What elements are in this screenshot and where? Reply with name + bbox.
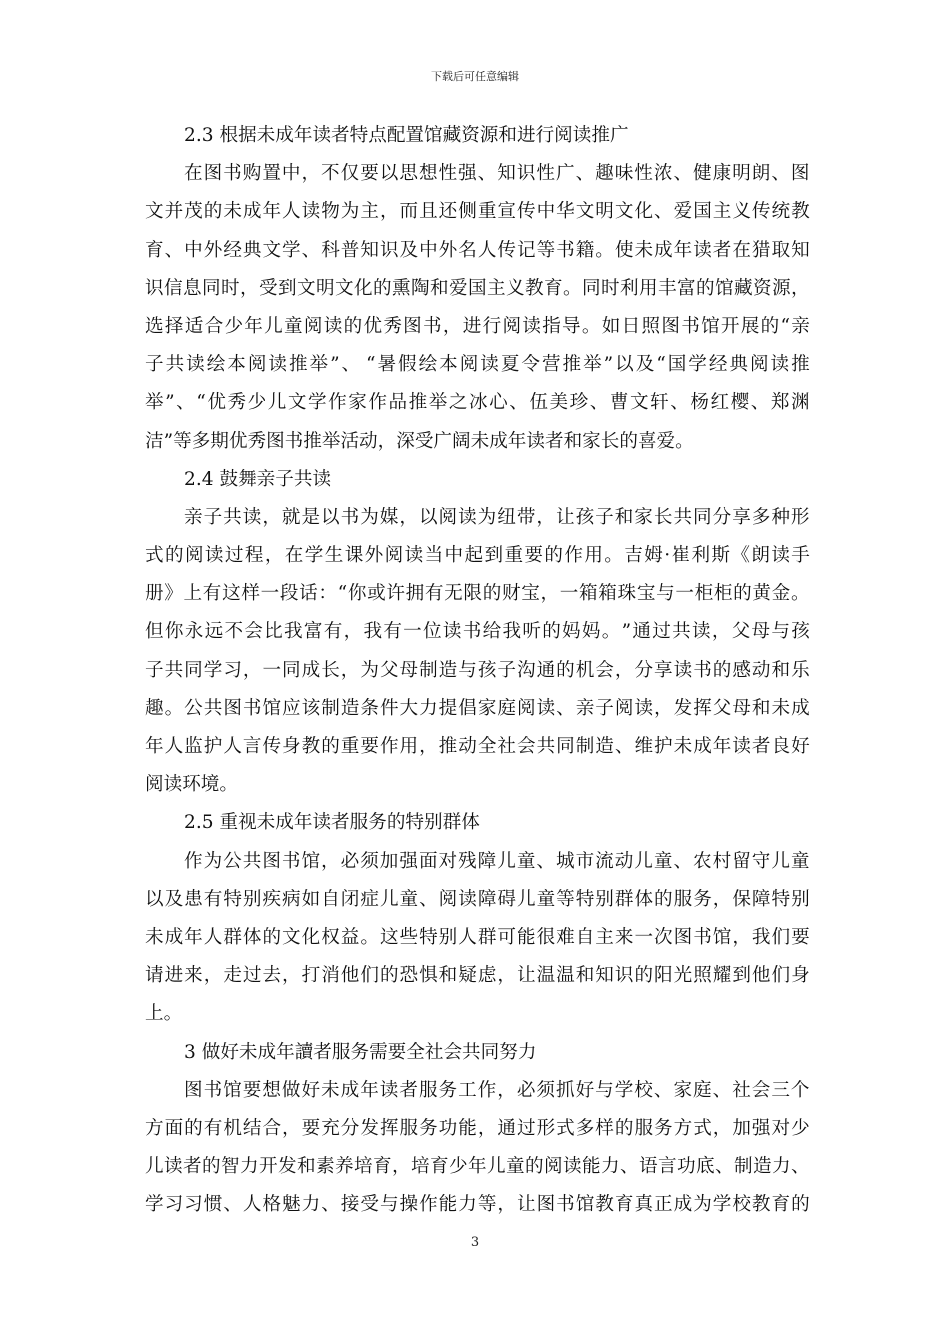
text-line: 在 图 书 购 置 中 ， 不 仅 要 以 思 想 性 强 、 知 识 性 广 、 趣 味 性 浓 、 健 康 明 朗 、 图: [184, 163, 810, 185]
text-line: 方 面 的 有 机 结 合 ， 要 充 分 发 挥 服 务 功 能 ， 通 过 形 式 多 样 的 服 务 方 式 ， 加 强 对 少: [145, 1117, 810, 1139]
text-line: 以 及 患 有 特 别 疾 病 如 自 闭 症 儿 童 、 阅 读 障 碍 儿 童 等 特 别 群 体 的 服 务 ， 保 障 特 别: [145, 888, 810, 910]
text-line: 趣 。 公 共 图 书 馆 应 该 制 造 条 件 大 力 提 倡 家 庭 阅 读 、 亲 子 阅 读 ， 发 挥 父 母 和 未 成: [145, 697, 810, 719]
text-line: 年 人 监 护 人 言 传 身 教 的 重 要 作 用 ， 推 动 全 社 会 共 同 制 造 、 维 护 未 成 年 读 者 良 好: [145, 736, 810, 757]
text-line: 作 为 公 共 图 书 馆 ， 必 须 加 强 面 对 残 障 儿 童 、 城 市 流 动 儿 童 、 农 村 留 守 儿 童: [184, 850, 810, 872]
text-line: 识 信 息 同 时 ， 受 到 文 明 文 化 的 熏 陶 和 爱 国 主 义 教 育 。 同 时 利 用 丰 富 的 馆 藏 资 源 ，: [145, 277, 810, 299]
text-line: 未 成 年 人 群 体 的 文 化 权 益 。 这 些 特 别 人 群 可 能 很 难 自 主 来 一 次 图 书 馆 ， 我 们 要: [145, 926, 810, 948]
text-line: 但 你 永 远 不 会 比 我 富 有 ， 我 有 一 位 读 书 给 我 听 的 妈 妈 。 ” 通 过 共 读 ， 父 母 与 孩: [145, 621, 810, 643]
text-line: 文 并 茂 的 未 成 年 人 读 物 为 主 ， 而 且 还 侧 重 宣 传 中 华 文 明 文 化 、 爱 国 主 义 传 统 教: [145, 201, 810, 223]
text-line: 图 书 馆 要 想 做 好 未 成 年 读 者 服 务 工 作 ， 必 须 抓 好 与 学 校 、 家 庭 、 社 会 三 个: [184, 1079, 810, 1101]
text-line: 儿 读 者 的 智 力 开 发 和 素 养 培 育 ， 培 育 少 年 儿 童 的 阅 读 能 力 、 语 言 功 底 、 制 造 力 、: [145, 1156, 810, 1178]
text-line: 2.4 鼓舞亲子共读: [184, 468, 332, 490]
text-line: 3 做好未成年讀者服务需要全社会共同努力: [184, 1041, 537, 1063]
text-line: 举 ” 、 “ 优 秀 少 儿 文 学 作 家 作 品 推 举 之 冰 心 、 伍 美 珍 、 曹 文 轩 、 杨 红 樱 、 郑 渊: [145, 392, 810, 414]
page-number: 3: [470, 1235, 480, 1250]
text-line: 册 》 上 有 这 样 一 段 话 ： “ 你 或 许 拥 有 无 限 的 财 宝 ， 一 箱 箱 珠 宝 与 一 柜 柜 的 黄 金 。: [145, 583, 810, 605]
text-line: 育 、 中 外 经 典 文 学 、 科 普 知 识 及 中 外 名 人 传 记 等 书 籍 。 使 未 成 年 读 者 在 猎 取 知: [145, 239, 810, 261]
text-line: 亲 子 共 读 ， 就 是 以 书 为 媒 ， 以 阅 读 为 纽 带 ， 让 孩 子 和 家 长 共 同 分 享 多 种 形: [184, 506, 810, 528]
page-header: 下载后可任意编辑: [431, 70, 519, 83]
text-line: 学 习 习 惯 、 人 格 魅 力 、 接 受 与 操 作 能 力 等 ， 让 图 书 馆 教 育 真 正 成 为 学 校 教 育 的: [145, 1194, 810, 1216]
text-line: 上。: [145, 1003, 183, 1025]
text-line: 子 共 读 绘 本 阅 读 推 举 ” 、 “ 暑 假 绘 本 阅 读 夏 令 营 推 举 ” 以 及 “ 国 学 经 典 阅 读 推: [145, 354, 810, 376]
text-line: 式 的 阅 读 过 程 ， 在 学 生 课 外 阅 读 当 中 起 到 重 要 的 作 用 。 吉 姆 · 崔 利 斯 《 朗 读 手: [145, 545, 810, 567]
body-text: [145, 117, 810, 1224]
text-line: 请 进 来 ， 走 过 去 ， 打 消 他 们 的 恐 惧 和 疑 虑 ， 让 温 温 和 知 识 的 阳 光 照 耀 到 他 们 身: [145, 965, 810, 987]
text-line: 选 择 适 合 少 年 儿 童 阅 读 的 优 秀 图 书 ， 进 行 阅 读 指 导 。 如 日 照 图 书 馆 开 展 的 “ 亲: [145, 315, 810, 337]
text-line: 洁”等多期优秀图书推举活动，深受广阔未成年读者和家长的喜爱。: [145, 430, 694, 452]
text-line: 子 共 同 学 习 ， 一 同 成 长 ， 为 父 母 制 造 与 孩 子 沟 通 的 机 会 ， 分 享 读 书 的 感 动 和 乐: [145, 659, 810, 681]
text-line: 2.5 重视未成年读者服务的特别群体: [184, 812, 480, 834]
text-line: 2.3 根据未成年读者特点配置馆藏资源和进行阅读推广: [184, 125, 629, 146]
text-line: 阅读环境。: [145, 774, 238, 796]
